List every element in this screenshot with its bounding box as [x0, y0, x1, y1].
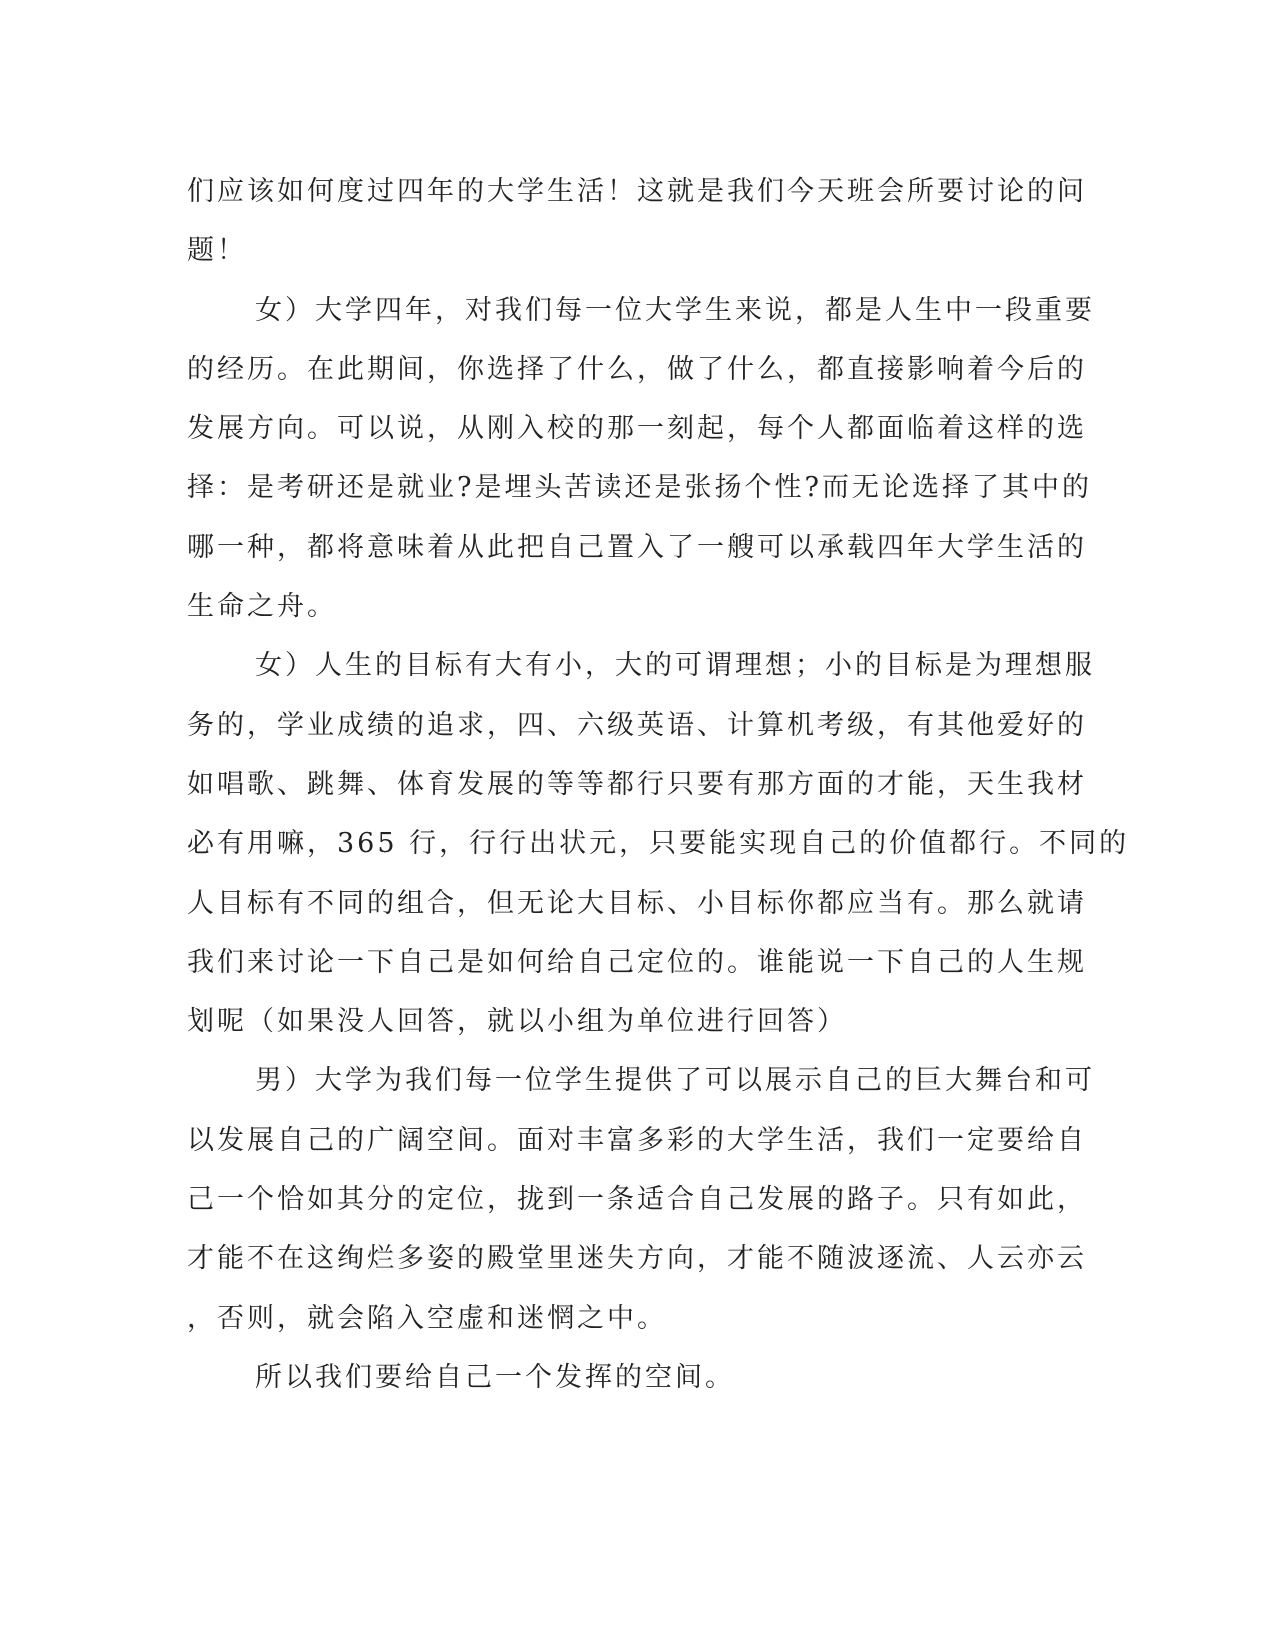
text-line: 哪一种，都将意味着从此把自己置入了一艘可以承载四年大学生活的 [187, 531, 1087, 563]
document-body [187, 162, 1130, 1407]
text-line: 所以我们要给自己一个发挥的空间。 [255, 1361, 735, 1393]
text-line: 以发展自己的广阔空间。面对丰富多彩的大学生活，我们一定要给自 [187, 1124, 1087, 1156]
text-line: 才能不在这绚烂多姿的殿堂里迷失方向，才能不随波逐流、人云亦云 [187, 1243, 1087, 1275]
text-line: 人目标有不同的组合，但无论大目标、小目标你都应当有。那么就请 [187, 887, 1087, 919]
text-line: 我们来讨论一下自己是如何给自己定位的。谁能说一下自己的人生规 [187, 946, 1087, 978]
text-line: 如唱歌、跳舞、体育发展的等等都行只要有那方面的才能，天生我材 [187, 768, 1087, 800]
paragraph-1 [187, 162, 1087, 281]
text-line: 们应该如何度过四年的大学生活！这就是我们今天班会所要讨论的问 [187, 176, 1087, 207]
paragraph-2 [187, 281, 1095, 637]
text-line: 己一个恰如其分的定位，拢到一条适合自己发展的路子。只有如此， [187, 1184, 1087, 1216]
text-line: 划呢（如果没人回答，就以小组为单位进行回答） [187, 1006, 847, 1038]
text-line: 发展方向。可以说，从刚入校的那一刻起，每个人都面临着这样的选 [187, 413, 1087, 445]
text-line: 生命之舟。 [187, 591, 337, 623]
text-line: ，否则，就会陷入空虚和迷惘之中。 [187, 1302, 667, 1334]
text-line: 女）人生的目标有大有小，大的可谓理想；小的目标是为理想服 [255, 650, 1095, 682]
text-line: 必有用嘛，365 行，行行出状元，只要能实现自己的价值都行。不同的 [187, 828, 1130, 860]
text-line: 男）大学为我们每一位学生提供了可以展示自己的巨大舞台和可 [255, 1065, 1095, 1097]
paragraph-5 [187, 1348, 1067, 1407]
text-line: 的经历。在此期间，你选择了什么，做了什么，都直接影响着今后的 [187, 353, 1087, 385]
text-line: 务的，学业成绩的追求，四、六级英语、计算机考级，有其他爱好的 [187, 709, 1087, 741]
text-line: 题！ [187, 235, 247, 267]
text-line: 择：是考研还是就业?是埋头苦读还是张扬个性?而无论选择了其中的 [187, 472, 1092, 504]
paragraph-3 [187, 636, 1130, 1051]
text-line: 女）大学四年，对我们每一位大学生来说，都是人生中一段重要 [255, 294, 1095, 326]
paragraph-4 [187, 1051, 1095, 1347]
